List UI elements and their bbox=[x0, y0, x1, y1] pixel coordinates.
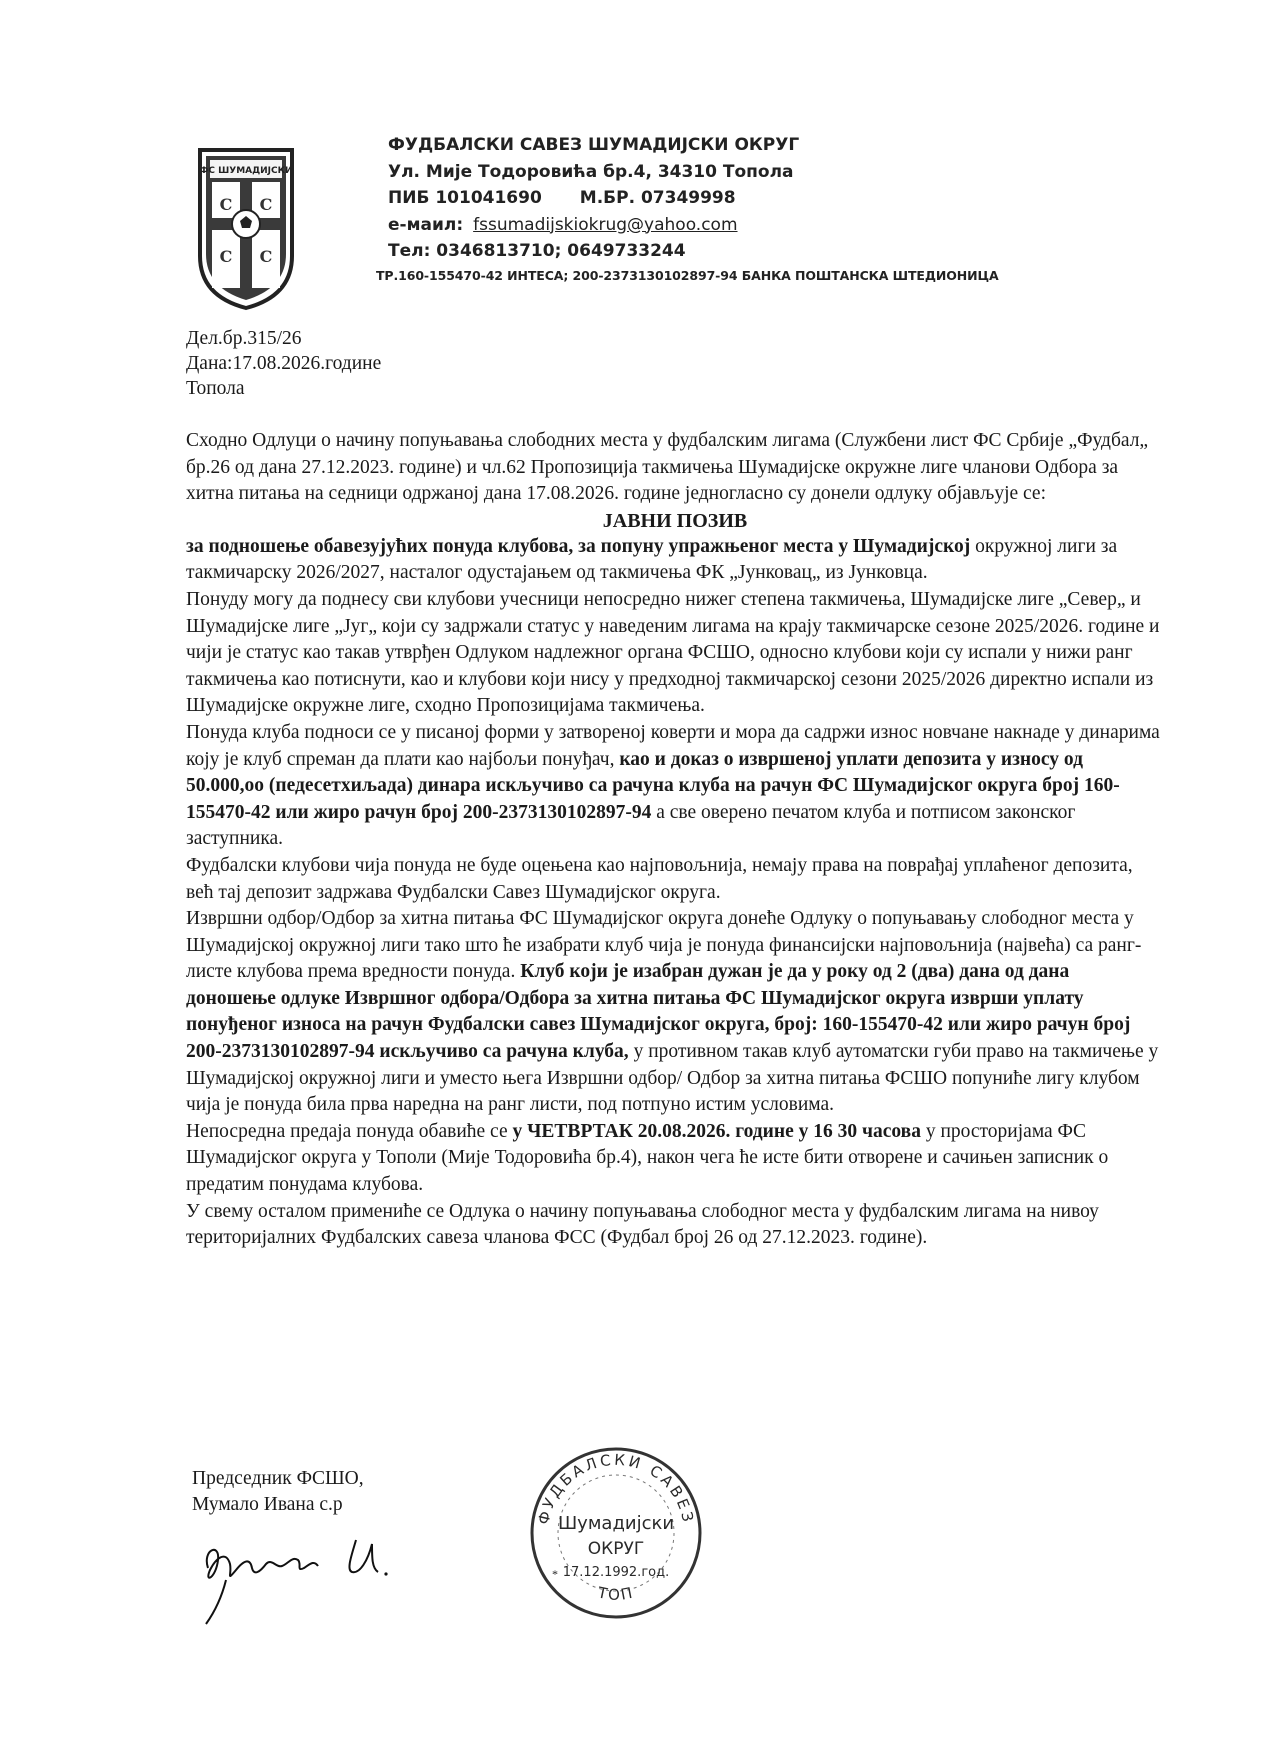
stamp-star-icon: * bbox=[552, 1567, 558, 1581]
paragraph-offer bbox=[186, 720, 1164, 853]
signer-name: Мумало Ивана с.р bbox=[192, 1494, 343, 1515]
delivery-end: у просторијама ФС Шумадијског округа у Тополи (Мије Тодоровића бр.4), након чега ће исте бити отворене и сачињен записник о предатим понудама клубова. bbox=[186, 1120, 1109, 1196]
email-link[interactable]: fssumadijskiokrug@yahoo.com bbox=[473, 214, 738, 235]
official-stamp bbox=[528, 1445, 704, 1621]
paragraph-closing: У свему осталом примениће се Одлука о начину попуњавања слободног места у фудбалским лигама на нивоу територијалних Фудбалских савеза чланова ФСС (Фудбал број 26 од 27.12.2023. године). bbox=[186, 1200, 1099, 1249]
signer-block bbox=[192, 1466, 364, 1518]
reference-date: Дана:17.08.2026.године bbox=[186, 353, 382, 374]
stamp-date: 17.12.1992.год. bbox=[562, 1565, 670, 1580]
pib: ПИБ 101041690 bbox=[388, 188, 542, 208]
decision-end: у противном такав клуб аутоматски губи право на такмичење у Шумадијској окружној лиги и уместо њега Извршни одбор/ Одбор за хитна питања ФСШО попуниће лигу клубом чија је понуда била прва наредна на ранг листи, под потпуно истим условима. bbox=[186, 1041, 1159, 1116]
offer-text: Понуда клуба подноси се у писаној форми у затвореној коверти и мора да садржи износ новчане накнаде у динарима коју је клуб спреман да плати као најбољи понуђач, bbox=[186, 721, 1160, 770]
signer-role: Председник ФСШО, bbox=[192, 1468, 364, 1489]
delivery-text: Непосредна предаја понуда обавиће се bbox=[186, 1120, 513, 1142]
org-phone: Тел: 0346813710; 0649733244 bbox=[388, 241, 686, 261]
reference-number: Дел.бр.315/26 bbox=[186, 328, 302, 349]
paragraph-refund: Фудбалски клубови чија понуда не буде оцењена као најповољнија, немају права на поврађај уплаћеног депозита, већ тај депозит задржава Фудбалски Савез Шумадијског округа. bbox=[186, 854, 1133, 903]
reference-block bbox=[186, 326, 381, 401]
delivery-datetime: у ЧЕТВРТАК 20.08.2026. године у 16 30 часова bbox=[512, 1120, 921, 1142]
subject-bold: за подношење обавезујућих понуда клубова, за попуну упражњеног места у Шумадијској bbox=[186, 535, 971, 557]
org-address: Ул. Мије Тодоровића бр.4, 34310 Топола bbox=[388, 161, 794, 182]
payment-obligation: Клуб који је изабран дужан је да у року од 2 (два) дана од дана доношење одлуке Извршног одбора/Одбора за хитна питања ФС Шумадијског округа изврши уплату понуђеног износа на рачун Фудбалски савез Шумадијског округа, број: 160-155470-42 или жиро рачун број 200-2373130102897-94 искључиво са рачуна клуба, bbox=[186, 961, 1131, 1063]
org-name: ФУДБАЛСКИ САВЕЗ ШУМАДИЈСКИ ОКРУГ bbox=[388, 135, 800, 155]
org-email-line bbox=[388, 212, 999, 239]
paragraph-eligibility: Понуду могу да поднесу сви клубови учесници непосредно нижег степена такмичења, Шумадијске лиге „Север„ и Шумадијске лиге „Југ„ који су задржали статус у наведеним лигама на крају такмичарске сезоне 2025/2026. године и чији је статус као такав утврђен Одлуком надлежног органа ФСШО, односно клубови који су испали у нижи ранг такмичења као потиснути, као и клубови који нису у предходној такмичарској сезони 2025/2026 директно испали из Шумадијске окружне лиге, сходно Пропозицијама такмичења. bbox=[186, 588, 1160, 717]
document-title: ЈАВНИ ПОЗИВ bbox=[602, 509, 748, 532]
paragraph-subject bbox=[186, 534, 1164, 587]
svg-text:С: С bbox=[259, 247, 273, 266]
org-ids bbox=[388, 185, 999, 212]
svg-text:С: С bbox=[219, 195, 233, 214]
svg-text:ФС ШУМАДИЈСКИ: ФС ШУМАДИЈСКИ bbox=[199, 166, 293, 176]
mbr: М.БР. 07349998 bbox=[579, 188, 736, 208]
paragraph-decision bbox=[186, 906, 1164, 1119]
letterhead bbox=[376, 132, 999, 287]
svg-text:ТОП bbox=[595, 1583, 635, 1604]
stamp-bottom-arc: ТОП bbox=[596, 1583, 636, 1604]
org-bank-accounts: ТР.160-155470-42 ИНТЕСА; 200-2373130102897-94 БАНКА ПОШТАНСКА ШТЕДИОНИЦА bbox=[376, 267, 999, 283]
handwritten-signature bbox=[196, 1520, 406, 1630]
stamp-line-2: ОКРУГ bbox=[587, 1539, 645, 1559]
decision-text: Извршни одбор/Одбор за хитна питања ФС Шумадијског округа донеће Одлуку о попуњавању слободног места у Шумадијској окружној лиги тако што ће изабрати клуб чија је понуда финансијски најповољнија (највећа) са ранг-листе клубова према вредности понуда. bbox=[186, 908, 1142, 983]
letter-body bbox=[186, 428, 1164, 1252]
offer-end: а све оверено печатом клуба и потписом законског заступника. bbox=[186, 801, 1076, 850]
subject-rest: окружној лиги за такмичарску 2026/2027, насталог одустајањем од такмичења ФК „Јунковац„ из Јунковца. bbox=[186, 535, 1118, 584]
svg-text:С: С bbox=[219, 247, 233, 266]
svg-text:С: С bbox=[259, 195, 273, 214]
fs-crest-logo bbox=[196, 146, 296, 312]
intro-paragraph: Сходно Одлуци о начину попуњавања слободних места у фудбалским лигама (Службени лист ФС Србије „Фудбал„ бр.26 од дана 27.12.2023. године) и чл.62 Пропозиција такмичења Шумадијске окружне лиге чланови Одбора за хитна питања на седници одржаној дана 17.08.2026. године једногласно су донели одлуку објављује се: bbox=[186, 430, 1149, 505]
stamp-top-arc: ФУДБАЛСКИ САВЕЗ bbox=[534, 1450, 698, 1527]
stamp-line-1: Шумадијски bbox=[557, 1513, 675, 1534]
deposit-details: као и доказ о извршеној уплати депозита у износу од 50.000,оо (педесетхиљада) динара искључиво са рачуна клуба на рачун ФС Шумадијског округа број 160-155470-42 или жиро рачун број 200-2373130102897-94 bbox=[186, 748, 1120, 823]
paragraph-delivery bbox=[186, 1119, 1164, 1199]
email-label: е-маил: bbox=[388, 214, 464, 235]
reference-place: Топола bbox=[186, 378, 245, 399]
